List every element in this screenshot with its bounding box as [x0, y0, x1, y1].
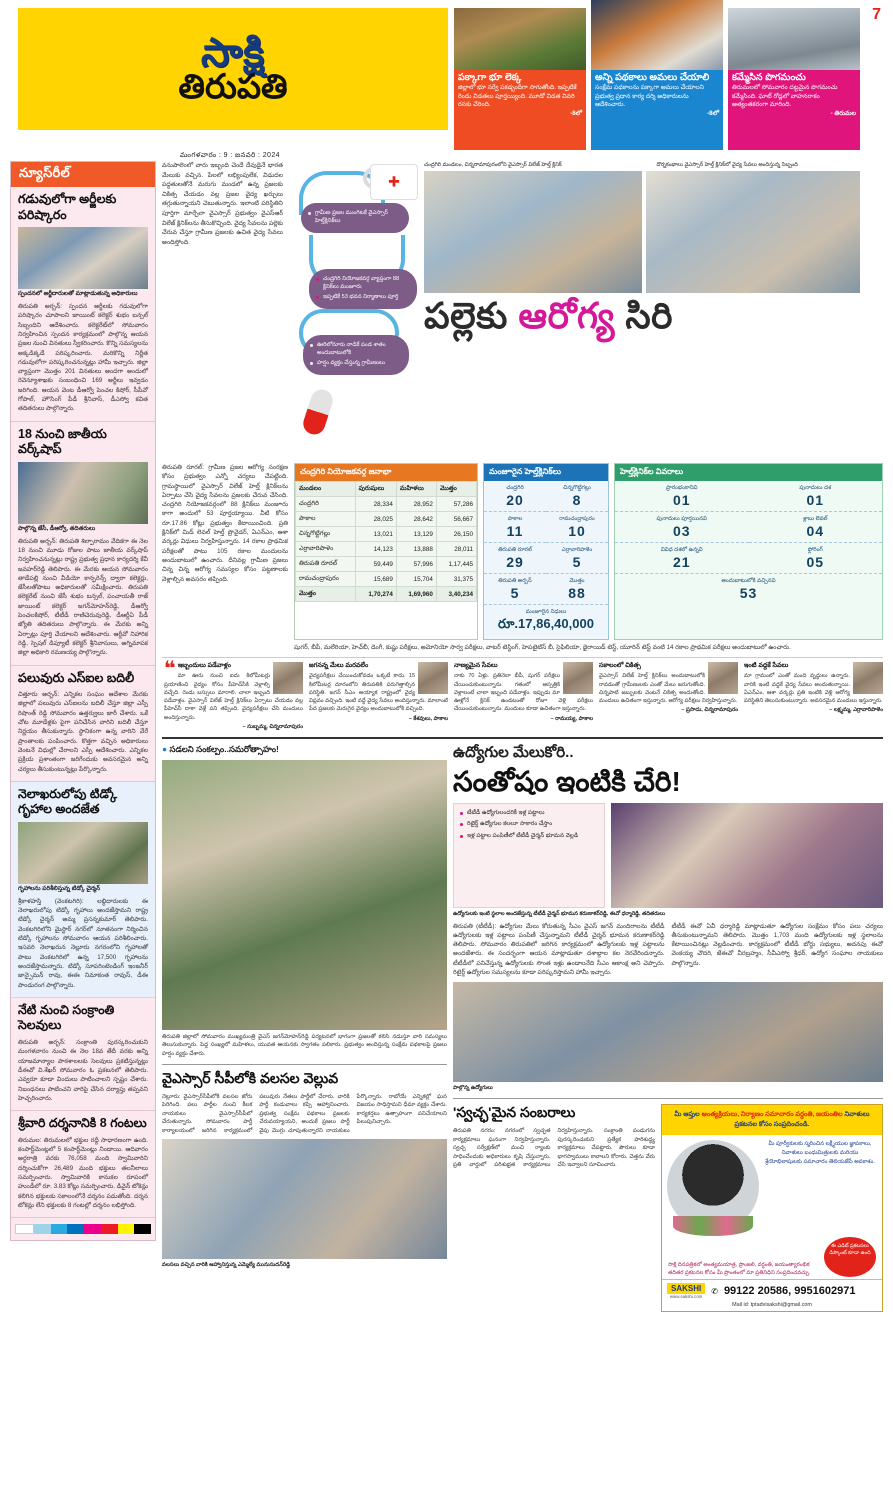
funds-value: రూ.17,86,40,000 — [498, 616, 594, 631]
spandana-meeting-photo — [18, 227, 148, 289]
cell-mandal: చిన్నగొట్టిగల్లు — [296, 527, 356, 542]
cell-value: 20 — [506, 492, 524, 508]
cmyk-registration-bar — [15, 1224, 151, 1234]
table-row — [296, 497, 477, 512]
cell-female: 13,129 — [396, 527, 436, 542]
land-survey-photo — [454, 8, 586, 70]
col-total: మొత్తం — [436, 482, 476, 497]
detail-cell-available — [615, 574, 882, 604]
table-row — [296, 542, 477, 557]
cell-label: అందుబాటులోకి వచ్చినవి — [721, 578, 776, 584]
cell-female: 28,642 — [396, 512, 436, 527]
sidebar-body-text: తిరుపతి అర్బన్: సంక్రాంతి పురస్కరించుకుని మంగళవారం నుంచి ఈ నెల 18వ తేదీ వరకు అన్ని యాజమాన్యాల పాఠశాలలకు సెలవులు ప్రకటిస్తున్నట్లు డీఈవో వి.శేఖర్ సోమవారం ఓ ప్రకటనలో తెలిపారు. ఎవ్వరూ కూడా విందులు పాటించాలని స్పష్టం చేశారు. నిబంధనలు పాటించని వారిపై చేసిన దర్యాప్తు తప్పవని హెచ్చరించారు. — [18, 1039, 148, 1102]
stats-and-story — [162, 463, 883, 640]
details-table-header: హెల్త్‌క్లినిక్‌ల వివరాలు — [615, 464, 882, 481]
hero-headline — [424, 297, 883, 335]
cell-value: 11 — [506, 523, 524, 539]
cell-total: 1,17,445 — [436, 557, 476, 572]
cell-female: 13,888 — [396, 542, 436, 557]
cell-male: 28,334 — [355, 497, 396, 512]
cell-value: 29 — [506, 554, 524, 570]
banner-title: కమ్మేసిన పొగమంచు — [732, 72, 806, 83]
cell-value: 01 — [672, 492, 691, 508]
cell-label: వివిధ దశలో ఉన్నవి — [660, 547, 703, 553]
sanctioned-cell — [484, 574, 546, 605]
workshop-meeting-photo — [18, 462, 148, 524]
sidebar-photo-caption: పాల్గొన్న జేసీ, డీఆర్వో, తదితరులు — [18, 525, 96, 532]
bubble-item: చంద్రగిరి నియోజకవర్గ వ్యాప్తంగా 88 క్లినిక్‌లు మంజూరు — [316, 275, 410, 291]
col-male: పురుషులు — [355, 482, 396, 497]
bullet-item: రిటైర్డ్ ఉద్యోగుల కలలూ సాకారం చేస్తాం — [460, 820, 598, 829]
hero-column — [424, 161, 883, 461]
party-joining-photo — [162, 1139, 447, 1259]
cell-value: 21 — [672, 554, 691, 570]
banner-text: సంక్షేమ పథకాలను పక్కాగా అమలు చేయాలని ప్రభుత్వ ప్రధాన కార్య దర్శి అధికారులను ఆదేశించారు. — [595, 84, 704, 109]
quote-box — [452, 662, 593, 731]
ad-brand-logo — [667, 1283, 705, 1299]
sidebar-headline: శ్రీవారి దర్శనానికి 8 గంటలు — [18, 1116, 147, 1131]
cell-male: 28,025 — [355, 512, 396, 527]
swachh-headline: 'స్వచ్ఛ'మైన సంబరాలు — [453, 1104, 576, 1121]
cell-female: 57,996 — [396, 557, 436, 572]
ad-header-text — [668, 1110, 876, 1130]
banner-title: అన్ని పథకాలు అమలు చేయాలి — [595, 72, 710, 83]
banner-title: పక్కాగా భూ లెక్క — [458, 72, 522, 83]
quote-portrait — [853, 662, 883, 694]
sidebar-item-si-transfers[interactable] — [11, 666, 155, 782]
bullet-item: టీటీడీ ఉద్యోగులందరికీ ఇళ్ల పట్టాలు — [460, 809, 598, 818]
sanctioned-cell — [484, 512, 546, 543]
infographic-column — [291, 161, 419, 461]
rally-kicker: ● సడలని సంకల్పం..సమరోత్సాహం! — [162, 744, 447, 757]
ad-brand-url: www.sakshi.com — [669, 1294, 703, 1300]
quote-headline: సకాలంలో చికిత్స — [599, 662, 641, 670]
cell-mandal: తిరుపతి రూరల్ — [296, 557, 356, 572]
sanctioned-grid — [484, 481, 608, 605]
cell-female: 28,952 — [396, 497, 436, 512]
sidebar-body-text: తిరుపతి అర్బన్: తిరుపతి శిల్పారామం వేదికగా ఈ నెల 18 నుంచి మూడు రోజుల పాటు జాతీయ వర్క్‌షాప్ నిర్వహించనున్నట్లు రాష్ట్ర ప్రభుత్వ ప్రధాన కార్యదర్శి కేవీ జవహర్‌రెడ్డి తెలిపారు. ఈ మేరకు ఆయన సోమవారం తాడేపల్లి నుంచి వీడియో కాన్ఫరెన్స్ ద్వారా కలెక్టర్లు, జేసీలతోపాటు అధికారులతో సమీక్షించారు. తిరుపతి కలెక్టరేట్ నుంచి జేసీ శుభం బన్సల్, పంచాయతీ రాజ్ జాయింట్ కలెక్టర్ జగన్‌మోహన్‌రెడ్డి, డీఆర్వో పెంచలకిషోర్, టీటీడీ రాణిచెరువురెడ్డి, డీఆర్డీఏ పీడీ జ్యోతి తదితరులు పాల్గొన్నారు. ఈ మేరకు అన్ని ఏర్పాట్లు పూర్తి చేయాలని ఆదేశించారు. ఆర్డీవో నిహారిక రెడ్డి, స్పెషల్ డిప్యూటీ కలెక్టర్ శ్రీనివాసులు, అగ్నిమాపక జిల్లా అధికారి రమణయ్య పాల్గొన్నారు. — [18, 537, 148, 657]
cell-value: 5 — [510, 585, 520, 601]
banner-page-ref: - తిరుమల — [830, 109, 856, 117]
rally-story[interactable] — [162, 744, 447, 1312]
lower-section — [162, 737, 883, 1312]
quote-body: నాకు 70 ఏళ్లు. ప్రతినెలా బీపీ, షుగర్ పరీక్షలు చేయించుకుంటున్నాను. గతంలో ఆస్పత్రికి వెళ్లాలంటే చాలా ఇబ్బంది పడేవాళ్లం. ఇప్పుడు మా ఊళ్లోనే క్లినిక్ ఉండటంతో రోజూ వెళ్లి పరీక్షలు చేయించుకుంటున్నాను. మందులు కూడా ఉచితంగా ఇస్తున్నారు. — [454, 673, 593, 713]
cell-value: 04 — [806, 523, 825, 539]
banner-card-schemes[interactable] — [591, 0, 723, 150]
hero-caption-2: దొర్నకంభాలు వైఎస్సార్ హెల్త్ క్లినిక్‌లో వైద్య సేవలు అందిస్తున్న సిబ్బంది — [656, 162, 798, 168]
cell-label: మొత్తం — [569, 578, 585, 584]
infographic-bubble-2 — [309, 269, 417, 309]
sidebar-item-tidco[interactable] — [11, 782, 155, 998]
sanctioned-cell — [484, 481, 546, 512]
cell-label: ఎర్రావారిపాళెం — [561, 547, 593, 553]
sidebar-item-spandana[interactable] — [11, 187, 155, 422]
ttd-bullets-and-photo — [453, 803, 883, 908]
swachh-body: తిరుపతి నగరం: నగరంలో స్వచ్ఛత కార్యక్రమాలు ఘనంగా నిర్వహిస్తున్నారు. స్వచ్ఛ సర్వేక్షణ్‌లో మంచి ర్యాంకు సాధించేందుకు అధికారులు కృషి చేస్తున్నారు. ప్రతి వార్డులో పరిశుభ్రత కార్యక్రమాలు నిర్వహిస్తున్నారు. సంక్రాంతి పండుగను పురస్కరించుకుని ప్రత్యేక పారిశుద్ధ్య కార్యక్రమాలు చేపట్టారు. పౌరులు కూడా భాగస్వాములు కావాలని కోరారు. చెత్తను వేరు చేసి ఇవ్వాలని సూచించారు. — [453, 1128, 655, 1168]
cell-mandal: రామచంద్రాపురం — [296, 572, 356, 587]
feature-intro-column — [162, 161, 286, 461]
sidebar-item-darshan[interactable] — [11, 1111, 155, 1218]
hero-captions — [424, 161, 883, 169]
ad-email: Mail id: tptadvisakshi@gmail.com — [732, 1302, 812, 1309]
cell-label: తిరుపతి అర్బన్ — [498, 578, 532, 584]
ttd-body-col2: టీటీడీ ఈవో ఏవీ ధర్మారెడ్డి మాట్లాడుతూ ఉద్యోగుల సంక్షేమం కోసం పలు చర్యలు తీసుకుంటున్నామని తెలిపారు. మొత్తం 1,703 మంది ఉద్యోగులకు ఇళ్ల స్థలాలను కేటాయించినట్లు వెల్లడించారు. కార్యక్రమంలో టీటీడీ బోర్డు సభ్యులు, అదనపు ఈవో వెంకయ్య చౌదరి, జేఈవో వీరబ్రహ్మం, సీవీఎస్వో శ్రీధర్, ఉద్యోగ సంఘాల నాయకులు పాల్గొన్నారు. — [671, 922, 883, 967]
sidebar-body-text: తిరుమల: తిరుమలలో భక్తుల రద్దీ సాధారణంగా ఉంది. కంపార్ట్‌మెంట్లలో 5 కంపార్ట్‌మెంట్లు నిండాయి. ఆదివారం అర్ధరాత్రి వరకు 76,058 మంది స్వామివారిని దర్శించుకోగా 26,489 మంది భక్తులు తలనీలాలు సమర్పించారు. స్వామివారికి కానుకల రూపంలో హుండీలో రూ. 3.83 కోట్లు సమర్పించారు. డివైన్ టోకెన్లు కలిగిన భక్తులకు సకాలంలోనే దర్శనం పడుతోంది. దర్శన టోకెన్లు లేని భక్తులకు 8 గంటల్లో దర్శనం లభిస్తోంది. — [18, 1136, 148, 1209]
ad-body — [662, 1135, 882, 1237]
quote-portrait — [273, 662, 303, 694]
sidebar-column — [10, 161, 156, 1312]
cell-value: 05 — [806, 554, 825, 570]
logo-main-text: సాక్షి — [200, 31, 266, 75]
detail-cell — [615, 481, 749, 512]
banner-card-fog[interactable] — [728, 8, 860, 150]
sidebar-body-text: శ్రీకాళహస్తి (వెంకటగిరి): లబ్ధిదారులకు ఈ నెలాఖరులోపు టిడ్కో గృహాలు అందజేస్తామని రాష్ట్ర టిడ్కో చైర్మన్ అమ్మ ప్రసన్నకుమార్ తెలిపారు. వెంకటగిరిలోని మైస్టార్ నగర్‌లో నూతనంగా నిర్మించిన టిడ్కో గృహాలను సోమవారం ఆయన పరిశీలించారు. ఇసవరి నెలాఖరున నెల్లూరు నగరంలోని గృహాలతో పాటు వెంకటగిరిలో ఉన్న 17,500 గృహాలను అందజేస్తామన్నారు. టిడ్కో సూపరింటెండింగ్ ఇంజనీర్ జాన్సైమన్ రావు, ఈఈ నిమాకంత రావుస్, డీఈ పాండురంగ పాల్గొన్నారు. — [18, 897, 148, 989]
services-note-row — [162, 643, 883, 652]
cell-male: 59,449 — [355, 557, 396, 572]
migration-subhead: వైఎస్సార్ సీపీలోకి వలసల వెల్లువ — [162, 1064, 447, 1090]
sanctioned-cell — [546, 543, 608, 574]
hero-headline-part2: సిరి — [625, 295, 673, 336]
cell-total: 56,667 — [436, 512, 476, 527]
cell-value: 5 — [572, 554, 582, 570]
ttd-photo-caption: ఉద్యోగులకు ఇంటి స్థలాల అందజేస్తున్న టీటీడీ చైర్మన్ భూమన కరుణాకర్‌రెడ్డి, ఈవో ధర్మారెడ్డి, తదితరులు — [453, 910, 665, 917]
detail-cell — [749, 481, 883, 512]
cell-total: 26,150 — [436, 527, 476, 542]
quote-box — [597, 662, 738, 731]
video-conference-photo — [591, 0, 723, 70]
statistics-tables — [294, 463, 883, 640]
bubble-item: హర్షం వ్యక్తం చేస్తున్న గ్రామీణులు — [310, 359, 402, 367]
sanctioned-cell — [484, 543, 546, 574]
quote-box — [307, 662, 448, 731]
sidebar-headline: నేటి నుంచి సంక్రాంతి సెలవులు — [18, 1002, 115, 1033]
cell-male-total: 1,70,274 — [355, 587, 396, 602]
cell-female-total: 1,69,960 — [396, 587, 436, 602]
table-row — [296, 572, 477, 587]
quote-box — [742, 662, 883, 731]
hero-caption-1: చంద్రగిరి మండలం, చిన్నరామాపురంలోని వైఎస్సార్ విలేజ్ హెల్త్ క్లినిక్ — [424, 162, 562, 168]
cell-value: 01 — [806, 492, 825, 508]
table-total-row — [296, 587, 477, 602]
quote-body: వైఎస్సార్ విలేజ్ హెల్త్ క్లినిక్‌లు అందుబాటులోకి రావడంతో గ్రామీణులకు ఎంతో మేలు జరుగుతోంది. చిన్నపాటి జబ్బులకు వెంటనే చికిత్స అందుతోంది. మందులు ఉచితంగా ఇస్తున్నారు. ఆరోగ్య పరీక్షలు నిర్వహిస్తున్నారు. — [599, 673, 738, 705]
quote-headline: జగనన్న మేలు మరవలేం — [309, 662, 369, 670]
ttd-bullet-list — [453, 803, 605, 908]
sidebar-photo-caption: గృహాలను పరిశీలిస్తున్న టిడ్కో చైర్మన్ — [18, 886, 101, 893]
table-row — [296, 512, 477, 527]
ad-header-part2: నివాళులు ప్రకటనల కోసం సంప్రదించండి. — [734, 1111, 870, 1129]
sidebar-photo-caption: స్పందనలో అర్జీదారులతో మాట్లాడుతున్న అధికారులు — [18, 291, 138, 298]
hero-headline-highlight: ఆరోగ్య — [518, 295, 626, 336]
ad-brand-text: SAKSHI — [667, 1283, 705, 1294]
population-table-grid — [295, 481, 477, 602]
cell-mandal: చంద్రగిరి — [296, 497, 356, 512]
cell-label: పునాదులు పూర్తయినవి — [656, 516, 707, 522]
quote-headline: ఇంటి వద్దకే సేవలు — [744, 662, 789, 670]
ad-header-part1: మీ ఆప్తుల — [674, 1111, 702, 1119]
ad-phone-numbers: 99122 20586, 9951602971 — [723, 1285, 856, 1298]
obituary-advertisement[interactable] — [661, 1104, 883, 1312]
medical-kit-icon — [371, 165, 417, 199]
infographic-bubble-1 — [301, 203, 409, 233]
detail-cell — [749, 512, 883, 543]
village-clinic-building-photo — [424, 171, 642, 293]
cell-value: 53 — [739, 585, 758, 601]
cell-label: ఫ్లోరింగ్ — [807, 547, 823, 553]
clinic-details-table — [614, 463, 883, 640]
page-number: 7 — [872, 6, 881, 23]
ad-note-row — [662, 1237, 882, 1279]
cell-label: రామచంద్రాపురం — [559, 516, 595, 522]
cell-mandal: ఎర్రావారిపాళెం — [296, 542, 356, 557]
tidco-houses-photo — [18, 822, 148, 884]
cell-mandal: పాకాల — [296, 512, 356, 527]
quote-body: వైద్యపరీక్షలు చేయించుకోవడం ఒక్కటే కాదు. 15 కిలోమీటర్ల దూరంలోని తిరుపతికి పరుగెత్తాల్సిన పరిస్థితి. జగన్ సీఎం అయ్యాక రాష్ట్రంలో వైద్య విప్లవం వచ్చింది. ఇంటి వద్దే వైద్య సేవలు అందిస్తున్నారు. మాలాంటి పేద ప్రజలకు మెరుగైన వైద్యం అందుబాటులోకి వచ్చింది. — [309, 673, 448, 713]
ad-header — [662, 1105, 882, 1135]
ttd-audience-photo — [453, 982, 883, 1082]
hero-headline-part1: పల్లెకు — [424, 295, 519, 336]
main-story-column — [162, 463, 288, 640]
population-table-header: చంద్రగిరి నియోజకవర్గ జనాభా — [295, 464, 477, 481]
cell-label: చంద్రగిరి — [506, 485, 524, 491]
sidebar-body-text: తిరుపతి అర్బన్: స్పందన అర్జీలకు గడువులోగా పరిష్కారం చూపాలని జాయింట్ కలెక్టర్ శుభం బన్సల్ సిబ్బందిని ఆదేశించారు. కలెక్టరేట్‌లో సోమవారం నిర్వహించిన స్పందన కార్యక్రమంలో పాల్గొన్న ఆయన ప్రజల నుంచి వినతులు స్వీకరించారు. కొన్ని సమస్యలను అక్కడిక్కడే పరిష్కరించారు. మరికొన్ని నిర్ణీత గడువులోగా పరిష్కరించనున్నట్లు హామీ ఇచ్చారు. జిల్లా వ్యాప్తంగా మొత్తం 201 వినతులు అందగా అందులో రెవెన్యూశాఖకు సంబంధించి 169 అర్జీలు ఇవ్వడం జరిగింది. ఆయన వెంట డీఆర్వో పెంచల కిషోర్, సీపీవో గోపాల్, హౌసింగ్ పీడీ శ్రీనివాస్, డీఎస్వో కవిత తదితరులు పాల్గొన్నారు. — [18, 303, 148, 413]
cell-male: 14,123 — [355, 542, 396, 557]
table-row — [296, 557, 477, 572]
rally-photo-caption: తిరుపతి జిల్లాలో సోమవారం ముఖ్యమంత్రి వైఎస్ జగన్‌మోహన్‌రెడ్డి పర్యటనలో భాగంగా ప్రజలతో కలిసి నడుస్తూ వారి సమస్యలు తెలుసుకున్నారు. పెద్ద సంఖ్యలో మహిళలు, యువత ఆయనకు స్వాగతం పలికారు. ప్రభుత్వం అందిస్తున్న సంక్షేమ పథకాలపై ప్రజలు హర్షం వ్యక్తం చేశారు. — [162, 1033, 447, 1057]
portrait-silhouette-icon — [667, 1140, 759, 1232]
table-header-row — [296, 482, 477, 497]
cell-label: పునాదులు దశ — [799, 485, 832, 491]
bubble-item: ఊరిలోనూరు నాడికే పండ శాతం అందుబాటులోకి — [310, 341, 402, 357]
quote-portrait — [418, 662, 448, 694]
clinic-interior-photo — [646, 171, 860, 293]
dateline: మంగళవారం : 9 : జనవరి : 2024 — [180, 152, 280, 159]
cell-label: ప్రారంభంకానివి — [665, 485, 698, 491]
sanctioned-cell — [546, 512, 608, 543]
whatsapp-icon: ✆ — [711, 1286, 718, 1296]
cell-male: 15,689 — [355, 572, 396, 587]
bullet-item: ఇళ్ల పట్టాల పంపిణీలో టీటీడీ చైర్మన్ భూమన వెల్లడి — [460, 832, 598, 841]
cell-value: 8 — [572, 492, 582, 508]
sanctioned-cell-total — [546, 574, 608, 605]
sidebar-headline: పలువురు ఎస్‌ఐల బదిలీ — [18, 670, 135, 685]
page-body — [0, 161, 893, 1312]
cell-female: 15,704 — [396, 572, 436, 587]
sidebar-headline: గడువులోగా అర్జీలకు పరిష్కారం — [18, 192, 117, 222]
quote-attribution: – ప్రసాదు, చిన్నరామాపురం — [681, 707, 738, 714]
cell-label: చిన్నగొట్టిగల్లు — [563, 485, 591, 491]
quote-attribution: – కేశవులు, పాకాల — [408, 715, 448, 722]
party-joining-caption: వలసలు వచ్చిన వారికి ఆహ్వానిస్తున్న ఎమ్మెల్యే మునుసుదన్‌రెడ్డి — [162, 1261, 291, 1268]
ttd-body-columns — [453, 922, 883, 978]
banner-text: జిల్లాలో భూ సర్వే పకడ్బందీగా సాగుతోంది. ఇప్పటికే రెండు విడతలు పూర్తయ్యింది. మూడో విడత వివరి రసకు చేరింది. — [458, 84, 577, 109]
fog-photo — [728, 8, 860, 70]
newsreel-sidebar — [10, 161, 156, 1241]
quote-attribution: – రామయ్య, పాకాల — [550, 715, 593, 722]
sidebar-item-holidays[interactable] — [11, 998, 155, 1111]
services-note-text: షుగర్, బీపీ, మలేరియా, హెచ్‌బీ, డెంగీ, కుష్టు పరీక్షలు, అమోనియో సార్వ పరీక్షలు, వాటర్ టెస్టింగ్, హెపటైటిస్ బీ, సైఫిలియా, థైరాయిడ్ టెస్ట్, యూరిన్ టెస్ట్ వంటి 14 రకాల ప్రాథమిక పరీక్షలు అందుబాటులో ఉంచారు. — [294, 644, 791, 651]
hero-photo-row — [424, 171, 883, 293]
cell-label: శ్లాబు లెవల్ — [802, 516, 828, 522]
ad-body-text: మీ పూర్వీకులకు స్మరించిన లక్ష్మీయుల జ్ఞాపకాలు, నివాళులు బంధుమిత్రులకు మరియు శ్రేయోభిలాషులకు సమాచారం తెలియజేసే అవకాశం. — [765, 1141, 875, 1166]
ttd-headline: సంతోషం ఇంటికి చేరి! — [453, 765, 681, 797]
quote-attribution: – లక్ష్మమ్మ, ఎర్రావారిపాళెం — [829, 707, 883, 714]
cell-label: మొత్తం — [296, 587, 356, 602]
sanctioned-cell — [546, 481, 608, 512]
main-story-text: తిరుపతి రూరల్: గ్రామీణ ప్రజల ఆరోగ్య సంరక్షణ కోసం ప్రభుత్వం ఎన్నో చర్యలు చేపట్టింది. గ్రామస్థాయిలో వైఎస్సార్ విలేజ్ హెల్త్ క్లినిక్‌లను ఏర్పాటు చేసి వైద్య సేవలను ప్రజలకు చేరువ చేసింది. చంద్రగిరి నియోజకవర్గంలో 88 క్లినిక్‌లు మంజూరు కాగా అందులో 53 పూర్తయ్యాయి. వీటి కోసం రూ.17.86 కోట్లు ప్రభుత్వం కేటాయించింది. ప్రతి క్లినిక్‌లో మిడ్ లెవల్ హెల్త్ ప్రొవైడర్, ఏఎన్ఎం, ఆశా వర్కర్లు విధులు నిర్వహిస్తున్నారు. 14 రకాల ప్రాథమిక పరీక్షలతో పాటు 105 రకాల మందులను అందుబాటులో ఉంచారు. దీనివల్ల గ్రామీణ ప్రజలు చిన్న చిన్న ఆరోగ్య సమస్యల కోసం పట్టణాలకు వెళ్లాల్సిన అవసరం తప్పింది. — [162, 464, 288, 583]
health-clinic-feature — [162, 161, 883, 461]
cell-value: 10 — [568, 523, 586, 539]
cell-total: 31,375 — [436, 572, 476, 587]
quote-portrait — [708, 662, 738, 694]
banner-page-ref: -8లో — [707, 109, 719, 117]
masthead — [0, 0, 893, 150]
detail-cell — [749, 543, 883, 574]
swachh-story[interactable] — [453, 1104, 655, 1312]
stethoscope-infographic — [291, 161, 419, 461]
quote-mark-icon: ❝ — [164, 658, 176, 681]
cell-label: పాకాల — [507, 516, 523, 522]
main-column — [162, 161, 883, 1312]
ttd-body-col1: తిరుపతి (టీటీడీ): ఉద్యోగుల మేలు కోరుతున్న సీఎం వైఎస్ జగన్ మందిరాలను టీటీడీ ఉద్యోగులకు ఇళ్ల పట్టాలు పంపిణీ చేస్తున్నామని టీటీడీ చైర్మన్ భూమన కరుణాకర్‌రెడ్డి తెలిపారు. సోమవారం తిరుపతిలో జరిగిన కార్యక్రమంలో ఉద్యోగులకు ఇళ్ల పట్టాలను అందజేశారు. ఈ సందర్భంగా ఆయన మాట్లాడుతూ దశాబ్దాల కల నెరవేరిందన్నారు. టీటీడీలో పనిచేస్తున్న ఉద్యోగులకు సొంత ఇళ్లు ఉండాలనేది సీఎం ఆకాంక్ష అని చెప్పారు. రిటైర్డ్ ఉద్యోగుల సమస్యలను కూడా పరిష్కరిస్తామని హామీ ఇచ్చారు. — [453, 922, 665, 977]
top-banner-strip — [454, 8, 883, 150]
sidebar-headline: నెలాఖరులోపు టిడ్కో గృహాల అందజేత — [18, 786, 117, 817]
cell-male: 13,021 — [355, 527, 396, 542]
ad-note-text: సాక్షి దినపత్రికలో అంత్యమయాత్ర, ప్రాంజలి, వర్ధంతి, జయంత్యారంభిక తదితర ప్రకటనల కోసం మీ ప్రాంతంలో మా ప్రతినిధిని సంప్రదించవచ్చు. — [668, 1261, 811, 1277]
sanctioned-funds-row — [484, 605, 608, 639]
ttd-story[interactable] — [453, 744, 883, 1312]
sidebar-item-workshop[interactable] — [11, 422, 155, 666]
population-table — [294, 463, 478, 640]
funds-label: మంజూరైన నిధులు — [525, 609, 567, 615]
cm-rally-photo — [162, 760, 447, 1030]
sanctioned-clinics-table — [483, 463, 609, 640]
feature-intro-text: వనుపాలెంలో వారు ఇబ్బంది చెందే దేవుడైనే భారత మేలుకు వచ్చిన. పేలలో లభ్యింపులేక, విడుదల పద్ధతులతోనే మరుగు మండలో ఉన్న ప్రజలకు చికిత్స చేయడం వల్ల ప్రజల వైద్య ఖర్చులు తగ్గుతున్నాయని చెబుతున్నారు. ఇలాంటి పరిస్థితిని పూర్తిగా మార్చేలా వైఎస్సార్ ప్రభుత్వం వైఎస్ఆర్ విలేజ్ క్లినిక్‌లను తీసుకొచ్చింది. వైద్య సేవలను పల్లెకు చేరువ చేస్తూ గ్రామీణ ప్రజలకు ఉచిత వైద్య సేవలు అందిస్తోంది. — [162, 162, 283, 246]
vox-pop-quotes — [162, 657, 883, 731]
banner-card-land-survey[interactable] — [454, 8, 586, 150]
ad-header-highlight: అంత్యక్రియలు, నిర్యాణం సమాచారం వర్ధంతి, జయంతిల — [701, 1111, 843, 1119]
ad-contact-bar — [662, 1279, 882, 1302]
quote-body: మా గ్రామంలో ఎంతో మంది వృద్ధులు ఉన్నారు. వారికి ఇంటి వద్దకే వైద్య సేవలు అందుతున్నాయి. ఏఎన్ఎం, ఆశా వర్కర్లు ప్రతి ఇంటికి వెళ్లి ఆరోగ్య పరిస్థితిని తెలుసుకుంటున్నారు. అవసరమైన మందులు ఇస్తున్నారు. — [744, 673, 883, 705]
newsreel-header: న్యూస్‌రీల్ — [11, 162, 155, 187]
cell-label: తిరుపతి రూరల్ — [498, 547, 532, 553]
ttd-audience-caption: పాల్గొన్న ఉద్యోగులు — [453, 1085, 493, 1092]
cell-grand-total: 3,40,234 — [436, 587, 476, 602]
cell-value: 88 — [568, 585, 586, 601]
cell-total: 57,286 — [436, 497, 476, 512]
details-grid — [615, 481, 882, 604]
sidebar-body-text: చిత్తూరు అర్బన్: ఎన్నికల సంఘం ఆదేశాల మేరకు జిల్లాలో పలువురు ఎస్‌ఐలను బదిలీ చేస్తూ జిల్లా ఎస్పీ రిషాంత్ రెడ్డి సోమవారం ఉత్తర్వులు జారీ చేశారు. ఒకే చోట మూడేళ్లకు పైగా పనిచేసిన వారిని బదిలీ చేస్తూ నిర్ణయం తీసుకున్నారు. స్థానికంగా ఉన్న వారిని వేరే ప్రాంతాలకు పంపించారు. కొత్తగా వచ్చిన అధికారులు వెంటనే విధుల్లో చేరాలని ఎస్పీ ఆదేశించారు. ఎన్నికల ప్రక్రియ ప్రశాంతంగా జరిగేందుకు అవసరమైన అన్ని చర్యలు తీసుకుంటున్నట్లు పేర్కొన్నారు. — [18, 691, 148, 773]
quote-box — [162, 658, 303, 731]
quote-headline: ఇబ్బందులు పడేవాళ్లం — [177, 662, 232, 670]
quote-headline: నాణ్యమైన సేవలు — [454, 662, 498, 670]
infographic-bubble-3 — [303, 335, 409, 375]
migration-body: నెల్లూరు: వైఎస్సార్‌సీపీలోకి వలసల జోరు పెరిగింది. పలు పార్టీల నుంచి కీలక నాయకులు వైఎస్సార్‌సీపీలో చేరుతున్నారు. సోమవారం పార్టీ కార్యాలయంలో జరిగిన కార్యక్రమంలో పలువురు నేతలు పార్టీలో చేరారు. వారికి పార్టీ కండువాలు కప్పి ఆహ్వానించారు. ప్రభుత్వ సంక్షేమ పథకాలు ప్రజలకు చేరువయ్యాయని, అందుకే ప్రజలు పార్టీ వైపు మొగ్గు చూపుతున్నారని నాయకులు పేర్కొన్నారు. రాబోయే ఎన్నికల్లో ఘన విజయం సాధిస్తామని ధీమా వ్యక్తం చేశారు. కార్యకర్తలు ఉత్సాహంగా పనిచేయాలని పిలుపునిచ్చారు. — [162, 1093, 447, 1134]
banner-text: తిరుమలలో సోమవారం దట్టమైన పొగమంచు కమ్మేసింది. ఘాట్ రోడ్లలో వాహనరాకం అత్యంతకరంగా మారింది. — [732, 84, 838, 109]
detail-cell — [615, 543, 749, 574]
col-mandal: మండలం — [296, 482, 356, 497]
capsule-icon — [300, 387, 335, 438]
cell-total: 28,011 — [436, 542, 476, 557]
col-female: మహిళలు — [396, 482, 436, 497]
bubble-item: ఇప్పటికే 53 భవన నిర్మాణాలు పూర్తి — [316, 293, 410, 301]
bubble-item: గ్రామీణ ప్రజల ముంగిటకే వైఎస్సార్ హెల్త్‌క్లినిక్‌లు — [308, 209, 402, 225]
cell-value: 03 — [672, 523, 691, 539]
quote-portrait — [563, 662, 593, 694]
sanctioned-table-header: మంజూరైన హెల్త్‌క్లినిక్‌లు — [484, 464, 608, 481]
ttd-kicker: ఉద్యోగుల మేలుకోరి.. — [453, 743, 574, 761]
quote-body: మా ఊరు నుంచి ఐదు కిలోమీటర్లు ప్రయాణించి వైద్యం కోసం పీహెచ్‌సీకి వెళ్లాల్సి వచ్చేది. రెండు బస్సులు మారాలి. చాలా ఇబ్బంది పడేవాళ్లం. వైఎస్సార్ విలేజ్ హెల్త్ క్లినిక్‌లు ఏర్పాటు చేయడం వల్ల పీహెచ్‌సీ దాకా వెళ్లే పని తప్పింది. వైద్యపరీక్షలు చేసి మందులు అందిస్తున్నారు. — [164, 673, 303, 721]
ttd-ceremony-photo — [611, 803, 883, 908]
table-row — [296, 527, 477, 542]
sidebar-headline: 18 నుంచి జాతీయ వర్క్‌షాప్ — [18, 426, 107, 457]
swachh-and-ad — [453, 1098, 883, 1312]
detail-cell — [615, 512, 749, 543]
quote-attribution: – సుబ్బమ్మ, చిన్నరామాపురం — [242, 723, 303, 730]
discount-badge: ఈ ఎడిట్ ప్రకటనలు డిస్కౌంట్ కూడా ఉంది — [824, 1237, 876, 1277]
masthead-logo — [18, 8, 448, 130]
logo-edition-text: తిరుపతి — [178, 68, 288, 106]
banner-page-ref: -8లో — [570, 109, 582, 117]
